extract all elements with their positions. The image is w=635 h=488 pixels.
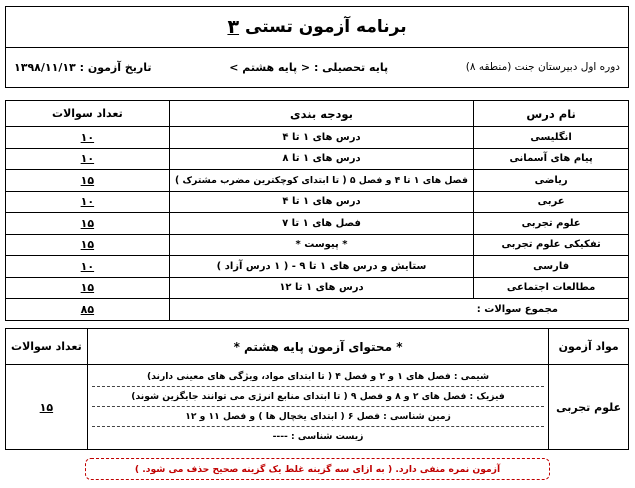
header-info	[6, 48, 628, 86]
subject-cell: ریاضی	[474, 170, 629, 192]
count-cell: ۱۵	[6, 213, 170, 235]
table-row	[6, 365, 629, 450]
header-count: تعداد سوالات	[6, 101, 170, 127]
count-cell: ۱۵	[6, 234, 170, 256]
header-question-count: تعداد سوالات	[6, 329, 88, 365]
exam-date	[14, 61, 152, 74]
subject-cell: علوم تجربی	[474, 213, 629, 235]
budget-cell: درس های ۱ تا ۴	[169, 191, 473, 213]
table-row	[6, 170, 629, 192]
subject-cell: فارسی	[474, 256, 629, 278]
appendix-content	[87, 365, 549, 450]
count-cell: ۱۰	[6, 127, 170, 149]
exam-date-value: ۱۳۹۸/۱۱/۱۳	[14, 60, 76, 74]
total-label: مجموع سوالات :	[169, 299, 628, 321]
subject-cell: عربی	[474, 191, 629, 213]
budget-cell: * پیوست *	[169, 234, 473, 256]
table-row	[6, 127, 629, 149]
content-line-geology: زمین شناسی : فصل ۶ ( ابتدای یخچال ها ) و فصل ۱۱ و ۱۲	[92, 407, 545, 427]
table-row	[6, 277, 629, 299]
count-cell: ۱۰	[6, 191, 170, 213]
table-row	[6, 213, 629, 235]
header-exam-subjects: مواد آزمون	[549, 329, 629, 365]
header-exam-content: * محتوای آزمون پایه هشتم *	[87, 329, 549, 365]
header-box	[5, 6, 629, 88]
count-cell: ۱۵	[6, 170, 170, 192]
content-line-physics: فیزیک : فصل های ۲ و ۸ و فصل ۹ ( تا ابتدای منابع انرژی می توانند جایگزین شوند)	[92, 387, 545, 407]
appendix-table	[5, 328, 629, 450]
appendix-header-row	[6, 329, 629, 365]
negative-marking-note: آزمون نمره منفی دارد. ( به ازای سه گزینه غلط یک گزینه صحیح حذف می شود. )	[85, 458, 550, 480]
content-line-chemistry: شیمی : فصل های ۱ و ۲ و فصل ۴ ( تا ابتدای مواد، ویژگی های معینی دارند)	[92, 367, 545, 387]
total-value: ۸۵	[6, 299, 170, 321]
budget-cell: درس های ۱ تا ۸	[169, 148, 473, 170]
title-number: ۳	[227, 16, 240, 38]
grade-label: پایه تحصیلی : < پایه هشتم >	[229, 60, 389, 74]
subject-cell: مطالعات اجتماعی	[474, 277, 629, 299]
total-row	[6, 299, 629, 321]
budget-cell: ستایش و درس های ۱ تا ۹ - ( ۱ درس آزاد )	[169, 256, 473, 278]
count-cell: ۱۰	[6, 148, 170, 170]
table-row	[6, 234, 629, 256]
appendix-count: ۱۵	[6, 365, 88, 450]
count-cell: ۱۰	[6, 256, 170, 278]
exam-date-label: تاریخ آزمون :	[79, 60, 152, 74]
schedule-header-row	[6, 101, 629, 127]
budget-cell: فصل های ۱ تا ۷	[169, 213, 473, 235]
header-subject: نام درس	[474, 101, 629, 127]
budget-cell: درس های ۱ تا ۱۲	[169, 277, 473, 299]
header-budget: بودجه بندی	[169, 101, 473, 127]
schedule-table	[5, 100, 629, 321]
budget-cell: فصل های ۱ تا ۴ و فصل ۵ ( تا ابتدای کوچکترین مضرب مشترک )	[169, 170, 473, 192]
content-line-biology: زیست شناسی : ----	[272, 431, 364, 442]
subject-cell: انگلیسی	[474, 127, 629, 149]
subject-cell: تفکیکی علوم تجربی	[474, 234, 629, 256]
table-row	[6, 148, 629, 170]
page-title	[6, 7, 628, 48]
title-text: برنامه آزمون تستی	[245, 17, 407, 37]
table-row	[6, 256, 629, 278]
count-cell: ۱۵	[6, 277, 170, 299]
appendix-subject: علوم تجربی	[549, 365, 629, 450]
subject-cell: پیام های آسمانی	[474, 148, 629, 170]
school-level: دوره اول دبیرستان جنت (منطقه ۸)	[465, 61, 620, 73]
budget-cell: درس های ۱ تا ۴	[169, 127, 473, 149]
table-row	[6, 191, 629, 213]
